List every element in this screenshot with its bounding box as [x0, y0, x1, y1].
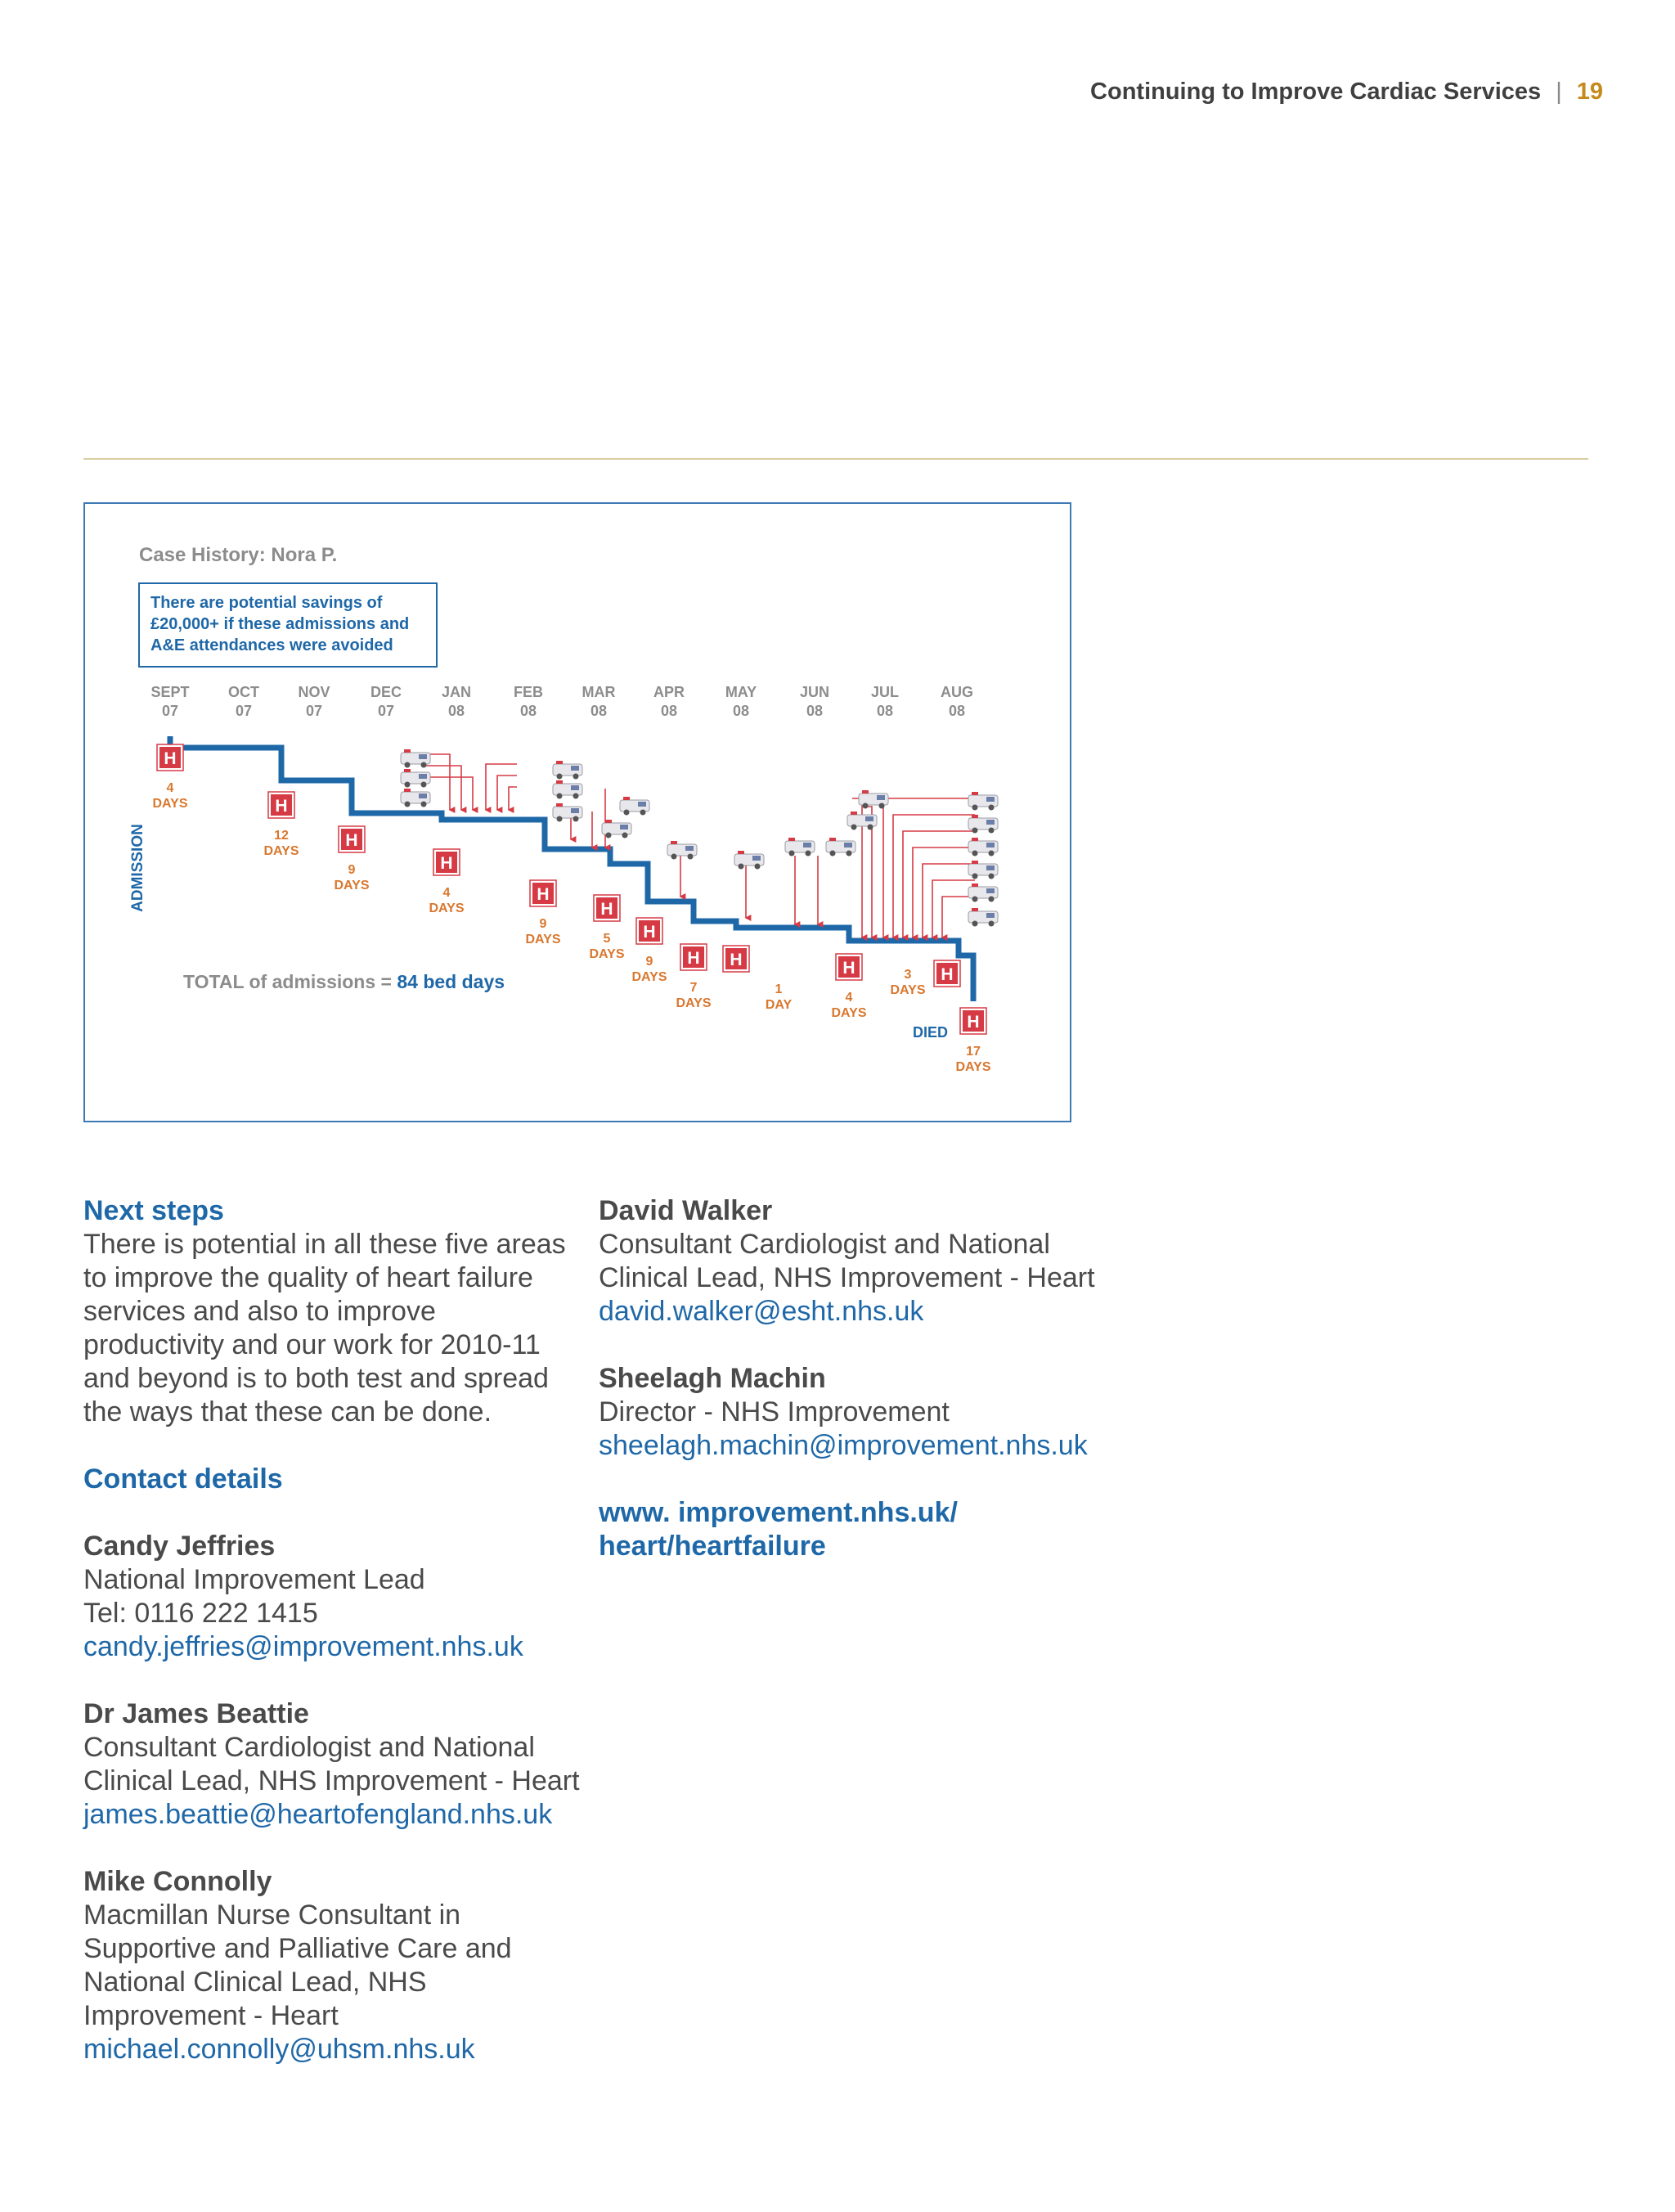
ambulance-wheel [989, 874, 995, 879]
month-label: DEC [370, 684, 402, 700]
month-label: MAR [582, 684, 616, 700]
admission-days-unit: DAYS [334, 879, 370, 892]
ambulance-light [623, 797, 630, 800]
month-year-label: 07 [377, 703, 395, 719]
contact-role: Consultant Cardiologist and National [599, 1229, 1050, 1260]
ambulance-icon [968, 838, 998, 856]
ambulance-wheel [972, 874, 978, 879]
admission-days-unit: DAYS [589, 947, 625, 961]
month-label: NOV [298, 684, 330, 700]
ambulance-wheel [421, 802, 427, 807]
ambulance-window [752, 856, 761, 861]
admission-days-unit: DAYS [676, 996, 712, 1010]
ambulance-window [844, 843, 852, 847]
month-label: JAN [441, 684, 472, 700]
ambulance-wheel [972, 921, 978, 927]
admission-days-unit: DAYS [955, 1060, 991, 1074]
month-year-label: 07 [235, 703, 253, 719]
month-year-label: 08 [948, 703, 966, 719]
ambulance-window [986, 888, 995, 893]
hospital-admission-marker [264, 792, 299, 858]
contact-role: National Improvement Lead [83, 1564, 425, 1595]
case-history-figure [83, 502, 1071, 1122]
ambulance-window [419, 754, 427, 759]
running-header [1090, 79, 1603, 106]
contact-role: Clinical Lead, NHS Improvement - Heart [599, 1262, 1095, 1293]
website-link-line-2[interactable]: heart/heartfailure [599, 1531, 826, 1562]
ambulance-light [972, 792, 978, 795]
month-label: AUG [941, 684, 973, 700]
ambulance-icon [620, 797, 649, 816]
ambulance-wheel [421, 782, 427, 788]
admission-days-value: 4 [845, 991, 853, 1005]
ambulance-light [404, 749, 411, 753]
admission-days-unit: DAYS [831, 1006, 867, 1020]
ambulance-window [986, 865, 995, 870]
ambulance-light [404, 769, 411, 772]
hospital-letter: H [730, 951, 743, 969]
month-label: OCT [228, 684, 259, 700]
ambulance-wheel [972, 828, 978, 834]
attendance-arrow [893, 815, 975, 937]
ambulance-icon [826, 838, 855, 856]
ambulance-wheel [989, 851, 995, 856]
admission-days-unit: DAYS [429, 901, 465, 915]
contact-role: National Clinical Lead, NHS [83, 1967, 427, 1998]
ambulance-window [571, 766, 579, 771]
hospital-letter: H [600, 900, 613, 919]
month-year-label: 07 [305, 703, 323, 719]
ambulance-wheel [622, 833, 628, 838]
attendance-arrow [509, 787, 517, 810]
month-label: APR [653, 684, 685, 700]
ambulance-wheel [972, 805, 978, 811]
ambulance-icon [968, 792, 998, 811]
ambulance-window [571, 785, 579, 790]
contact-name: David Walker [599, 1195, 773, 1226]
ambulance-wheel [972, 851, 978, 856]
admission-days-unit: DAYS [525, 933, 561, 946]
total-value: 84 bed days [397, 971, 505, 992]
ambulance-wheel [421, 762, 427, 768]
ambulance-wheel [405, 762, 411, 768]
died-label: DIED [913, 1024, 949, 1041]
ambulance-wheel [830, 851, 836, 856]
month-year-label: 08 [876, 703, 894, 719]
contact-email-link[interactable]: james.beattie@heartofengland.nhs.uk [83, 1799, 553, 1830]
ambulance-window [986, 913, 995, 918]
ambulance-icon [401, 769, 430, 788]
contact-name: Dr James Beattie [83, 1698, 309, 1729]
admission-days-value: 12 [274, 829, 289, 843]
hospital-admission-marker [335, 826, 370, 892]
hospital-letter: H [687, 949, 700, 968]
ambulance-wheel [989, 828, 995, 834]
ambulance-wheel [755, 864, 761, 870]
admission-days-value: 4 [166, 781, 174, 795]
ambulance-window [803, 843, 811, 847]
contact-name: Mike Connolly [83, 1866, 272, 1897]
ambulance-icon [401, 789, 430, 807]
ambulance-light [972, 815, 978, 818]
admission-days-value: 9 [645, 955, 653, 969]
ambulance-light [605, 820, 612, 823]
ambulance-wheel [557, 816, 563, 822]
month-year-label: 08 [732, 703, 750, 719]
ambulance-wheel [573, 816, 579, 822]
admission-days-unit: DAYS [631, 970, 667, 984]
right-column [599, 1194, 1122, 1563]
ambulance-wheel [868, 825, 873, 830]
ambulance-wheel [405, 782, 411, 788]
contact-role: Director - NHS Improvement [599, 1396, 950, 1427]
contact-name: Sheelagh Machin [599, 1363, 826, 1394]
ambulance-light [788, 838, 795, 841]
ambulance-window [986, 843, 995, 847]
month-year-label: 07 [161, 703, 179, 719]
savings-line-1: There are potential savings of [150, 594, 383, 612]
contact-email-link[interactable]: david.walker@esht.nhs.uk [599, 1296, 924, 1327]
ambulance-light [972, 883, 978, 887]
ambulance-icon [968, 883, 998, 902]
ambulance-wheel [879, 803, 885, 809]
next-steps-line-4: productivity and our work for 2010-11 [83, 1329, 541, 1360]
admission-days-unit: DAYS [890, 983, 926, 997]
admission-days-value: 5 [603, 932, 611, 946]
ambulance-wheel [573, 794, 579, 799]
ambulance-wheel [863, 803, 869, 809]
ambulance-light [972, 908, 978, 911]
attendance-arrow [497, 776, 517, 810]
ambulance-window [620, 825, 628, 830]
header-separator: | [1556, 79, 1562, 105]
ambulance-window [986, 797, 995, 802]
ambulance-icon [602, 820, 631, 838]
website-link-line-1[interactable]: www. improvement.nhs.uk/ [599, 1497, 958, 1528]
month-label: MAY [725, 684, 757, 700]
ambulance-wheel [405, 802, 411, 807]
contact-email-link[interactable]: candy.jeffries@improvement.nhs.uk [83, 1631, 523, 1662]
ambulance-window [685, 846, 694, 851]
ambulance-wheel [624, 810, 630, 816]
ambulance-light [829, 838, 836, 841]
contact-role: Clinical Lead, NHS Improvement - Heart [83, 1765, 580, 1796]
ambulance-window [986, 820, 995, 825]
ambulance-icon [968, 861, 998, 879]
month-label: JUL [870, 684, 900, 700]
attendance-arrow [883, 798, 975, 937]
ambulance-wheel [671, 854, 677, 860]
ambulance-icon [401, 749, 430, 768]
ambulance-icon [553, 761, 582, 780]
hospital-letter: H [537, 885, 550, 904]
admission-days-value: 3 [904, 968, 912, 982]
ambulance-wheel [688, 854, 694, 860]
admission-days-value: 9 [539, 917, 547, 931]
ambulance-icon [859, 790, 888, 809]
ambulance-wheel [573, 774, 579, 780]
hospital-admission-marker [891, 960, 960, 997]
hospital-admission-marker [526, 880, 561, 946]
ambulance-icon [553, 780, 582, 799]
total-prefix-text: TOTAL of admissions = [183, 971, 397, 992]
hospital-letter: H [440, 854, 453, 873]
savings-line-3: A&E attendances were avoided [150, 636, 393, 654]
ambulance-light [862, 790, 869, 794]
case-history-diagram [85, 504, 1070, 1121]
ambulance-wheel [739, 864, 744, 870]
admission-days-value: 4 [442, 886, 451, 900]
hospital-admission-marker [153, 744, 188, 811]
contact-role: Supportive and Palliative Care and [83, 1933, 512, 1964]
hospital-admission-marker [632, 918, 667, 984]
admission-axis-label: ADMISSION [129, 824, 146, 912]
page-number: 19 [1576, 79, 1603, 105]
next-steps-line-3: services and also to improve [83, 1296, 436, 1327]
next-steps-line-6: the ways that these can be done. [83, 1396, 492, 1427]
hospital-letter: H [275, 797, 288, 816]
ambulance-wheel [989, 921, 995, 927]
admission-days-unit: DAYS [152, 797, 188, 811]
contact-role: Macmillan Nurse Consultant in [83, 1900, 461, 1931]
ambulance-light [972, 861, 978, 864]
ambulance-icon [553, 803, 582, 822]
ambulance-window [638, 802, 646, 807]
ambulance-icon [968, 815, 998, 834]
ambulance-icon [968, 908, 998, 927]
ambulance-light [972, 838, 978, 841]
month-year-label: 08 [806, 703, 824, 719]
hospital-admission-marker [676, 944, 712, 1010]
ambulance-wheel [989, 897, 995, 902]
attendance-arrow [923, 864, 975, 937]
section-divider [83, 458, 1588, 460]
admission-days-unit: DAYS [263, 844, 299, 858]
ambulance-wheel [806, 851, 811, 856]
ambulance-wheel [789, 851, 795, 856]
attendance-arrow [424, 777, 473, 810]
next-steps-line-5: and beyond is to both test and spread [83, 1363, 549, 1394]
month-year-label: 08 [447, 703, 465, 719]
ambulance-icon [734, 851, 764, 870]
contact-email-link[interactable]: michael.connolly@uhsm.nhs.uk [83, 2034, 475, 2065]
contact-heading: Contact details [83, 1463, 283, 1495]
ambulance-wheel [851, 825, 857, 830]
total-prefix [183, 971, 505, 992]
admission-days-value: 9 [348, 863, 356, 877]
month-year-label: 08 [590, 703, 608, 719]
admission-days-value: 7 [689, 981, 698, 995]
ambulance-wheel [972, 897, 978, 902]
hospital-letter: H [345, 831, 358, 850]
savings-line-2: £20,000+ if these admissions and [150, 615, 410, 633]
next-steps-heading: Next steps [83, 1195, 224, 1226]
ambulance-light [738, 851, 744, 854]
next-steps-line-1: There is potential in all these five areas [83, 1229, 566, 1260]
ambulance-wheel [989, 805, 995, 811]
hospital-letter: H [941, 965, 954, 984]
contact-email-link[interactable]: sheelagh.machin@improvement.nhs.uk [599, 1430, 1088, 1461]
ambulance-light [671, 841, 677, 844]
ambulance-window [419, 774, 427, 779]
ambulance-window [865, 816, 873, 821]
contact-role: Consultant Cardiologist and National [83, 1732, 535, 1763]
ambulance-light [404, 789, 411, 792]
hospital-admission-marker [723, 946, 792, 1012]
month-year-label: 08 [660, 703, 678, 719]
hospital-letter: H [967, 1013, 980, 1032]
ambulance-wheel [557, 794, 563, 799]
month-label: JUN [799, 684, 830, 700]
left-column [83, 1194, 582, 2066]
ambulance-light [851, 812, 857, 815]
ambulance-window [419, 794, 427, 798]
ambulance-wheel [640, 810, 646, 816]
ambulance-window [571, 808, 579, 813]
next-steps-line-2: to improve the quality of heart failure [83, 1262, 533, 1293]
ambulance-icon [667, 841, 697, 860]
hospital-admission-marker [956, 1008, 991, 1074]
month-label: FEB [514, 684, 543, 700]
running-title: Continuing to Improve Cardiac Services [1090, 79, 1542, 105]
admission-days-value: 1 [775, 982, 783, 996]
ambulance-wheel [606, 833, 612, 838]
ambulance-wheel [557, 774, 563, 780]
contact-phone: Tel: 0116 222 1415 [83, 1598, 318, 1629]
admission-days-value: 17 [966, 1045, 981, 1059]
month-label: SEPT [150, 684, 190, 700]
hospital-admission-marker [590, 895, 625, 961]
ambulance-light [556, 780, 563, 784]
hospital-letter: H [164, 749, 177, 768]
ambulance-wheel [846, 851, 852, 856]
admission-days-unit: DAY [765, 998, 793, 1012]
figure-title: Case History: Nora P. [139, 544, 338, 566]
ambulance-icon [785, 838, 815, 856]
ambulance-light [556, 803, 563, 807]
contact-name: Candy Jeffries [83, 1531, 276, 1562]
hospital-letter: H [643, 923, 656, 942]
hospital-admission-marker [429, 849, 465, 915]
ambulance-light [556, 761, 563, 764]
hospital-letter: H [842, 959, 855, 978]
ambulance-window [877, 795, 885, 800]
contact-role: Improvement - Heart [83, 2000, 339, 2031]
month-year-label: 08 [519, 703, 537, 719]
hospital-admission-marker [832, 954, 867, 1020]
